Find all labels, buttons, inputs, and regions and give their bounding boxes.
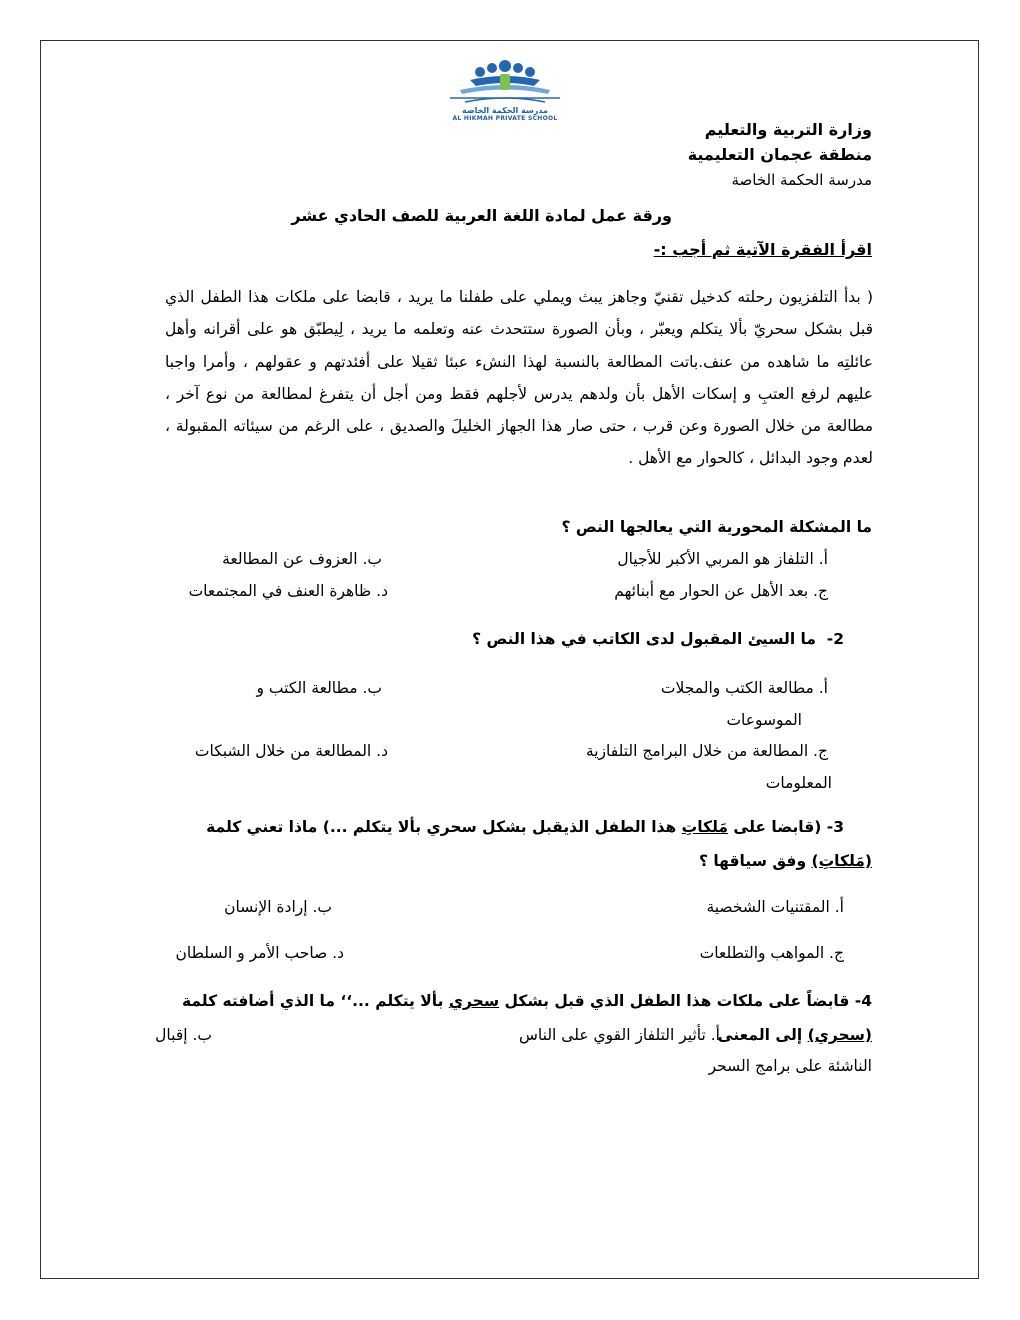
question-4-line-2: [718, 1026, 872, 1044]
question-4-keyword: سحري: [448, 992, 500, 1010]
question-2-text: ما السيئ المقبول لدى الكاتب في هذا النص ؟: [472, 630, 816, 648]
question-3-part-1: (قابضا على: [728, 818, 822, 836]
logo-caption: [430, 106, 580, 122]
question-3-part-2: هذا الطفل الذيقبل بشكل سحري بألا يتكلم ...) ماذا تعني كلمة: [206, 818, 682, 836]
school-name: مدرسة الحكمة الخاصة: [731, 171, 872, 189]
q2-option-b: ب. مطالعة الكتب و: [256, 679, 382, 697]
q3-option-d: د. صاحب الأمر و السلطان: [175, 944, 344, 962]
q4-option-a: أ. تأثير التلفاز القوي على الناس: [519, 1026, 720, 1044]
worksheet-title: ورقة عمل لمادة اللغة العربية للصف الحادي عشر: [291, 206, 672, 225]
q4-option-b: ب. إقبال: [155, 1026, 212, 1044]
instruction: اقرأ الفقرة الآتية ثم أجب :-: [653, 240, 872, 259]
question-4-part-1: قابضاً على ملكات هذا الطفل الذي قبل بشكل: [499, 992, 850, 1010]
q4-option-b-cont: الناشئة على برامج السحر: [708, 1057, 872, 1075]
question-2: [472, 630, 844, 648]
question-3-keyword: مَلكاتِ: [681, 818, 728, 836]
zone-heading: منطقة عجمان التعليمية: [687, 145, 872, 164]
question-4-keyword-2: (سحري): [807, 1026, 872, 1044]
question-3-keyword-2: (مَلكاتِ): [811, 852, 872, 870]
question-4-part-3: إلى المعنى: [717, 1026, 808, 1044]
q3-option-b: ب. إرادة الإنسان: [224, 898, 332, 916]
logo-caption-en: AL HIKMAH PRIVATE SCHOOL: [452, 115, 558, 122]
q1-option-d: د. ظاهرة العنف في المجتمعات: [188, 582, 388, 600]
question-4-part-2: بألا يتكلم ...‘‘ ما الذي أضافته كلمة: [181, 992, 449, 1010]
question-2-number: 2-: [826, 630, 844, 648]
ministry-heading: وزارة التربية والتعليم: [704, 120, 872, 139]
question-3-line-2: [699, 852, 872, 870]
q1-option-b: ب. العزوف عن المطالعة: [222, 550, 382, 568]
question-3-line-1: [206, 818, 844, 836]
q3-option-c: ج. المواهب والتطلعات: [699, 944, 844, 962]
q2-option-a-cont: الموسوعات: [726, 711, 802, 729]
question-4-line-1: [182, 992, 872, 1010]
question-3-part-3: وفق سياقها ؟: [698, 852, 812, 870]
question-4-number: 4-: [854, 992, 872, 1010]
q1-option-a: أ. التلفاز هو المربي الأكبر للأجيال: [617, 550, 828, 568]
q2-option-c-cont: المعلومات: [765, 774, 832, 792]
q2-option-a: أ. مطالعة الكتب والمجلات: [660, 679, 828, 697]
q2-option-d: د. المطالعة من خلال الشبكات: [194, 742, 388, 760]
q1-option-c: ج. بعد الأهل عن الحوار مع أبنائهم: [614, 582, 828, 600]
reading-passage: ( بدأ التلفزيون رحلته كدخيل تقنيّ وجاهز يبث ويملي على طفلنا ما يريد ، قابضا على ملكات هذا الطفل الذي قبل بشكل سحريّ بألا يتكلم ويعبّر ، وبأن الصورة ستتحدث عنه وتعلمه ما يريد ، لِيطبّق هو على أقرانه وأهل عائلتِه ما شاهده من عنف.باتت المطالعة بالنسبة لهذا النشء عبئا ثقيلا على أفئدتهم و عقولهم ، وأمرا واجبا عليهم لرفع العتبِ و إسكات الأهل بأن ولدهم يدرس لأجلهم فقط ومن أجل أن يتفرغ لمطالعة من نوع آخر ، مطالعة من خلال الصورة وعن قرب ، حتى صار هذا الجهاز الخليلَ والصديق ، على الرغم من سيئاته المقبولة ، لعدم وجود البدائل ، كالحوار مع الأهل .: [165, 288, 873, 468]
page-border: [40, 40, 979, 1279]
question-3-number: 3-: [826, 818, 844, 836]
q3-option-a: أ. المقتنيات الشخصية: [706, 898, 844, 916]
logo-caption-ar: مدرسة الحكمة الخاصة: [462, 106, 548, 115]
question-1: ما المشكلة المحورية التي يعالجها النص ؟: [561, 518, 872, 536]
q2-option-c: ج. المطالعة من خلال البرامج التلفازية: [585, 742, 828, 760]
